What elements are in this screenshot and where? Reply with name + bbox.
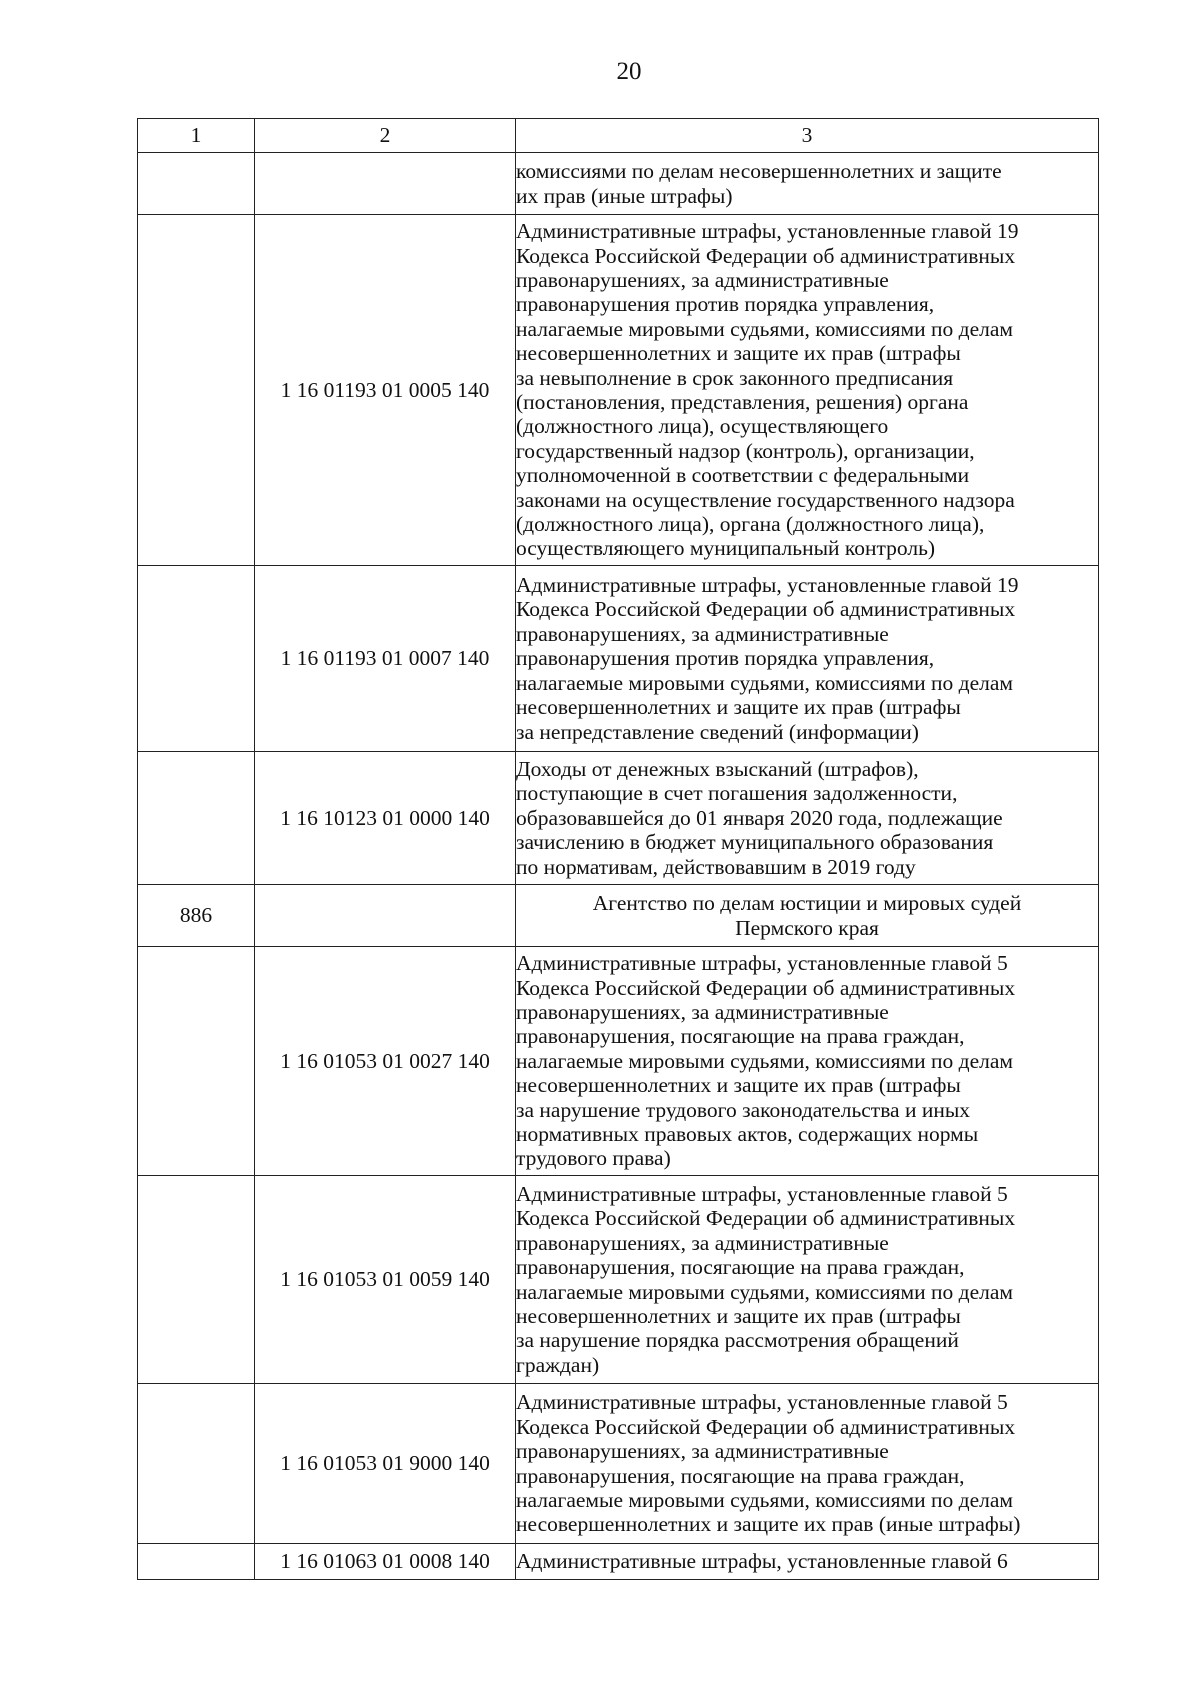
description-line: нормативных правовых актов, содержащих нормы bbox=[516, 1122, 979, 1147]
column-header-3: 3 bbox=[516, 119, 1099, 153]
admin-code-cell bbox=[138, 1384, 255, 1544]
description-line: правонарушениях, за административные bbox=[516, 1439, 889, 1464]
admin-code-cell bbox=[138, 153, 255, 215]
description-line: граждан) bbox=[516, 1352, 600, 1377]
admin-code-cell bbox=[138, 1544, 255, 1580]
description-line: правонарушения, посягающие на права граждан, bbox=[516, 1024, 965, 1049]
description-line: их прав (иные штрафы) bbox=[516, 183, 733, 208]
description-cell bbox=[516, 885, 1099, 947]
description-line: за непредставление сведений (информации) bbox=[516, 719, 919, 744]
table-row bbox=[138, 566, 1099, 752]
description-line: за невыполнение в срок законного предписания bbox=[516, 365, 954, 390]
description-cell bbox=[516, 1544, 1099, 1580]
budget-code-cell: 1 16 01053 01 9000 140 bbox=[255, 1384, 516, 1544]
budget-code-cell: 1 16 01063 01 0008 140 bbox=[255, 1544, 516, 1580]
description-line: налагаемые мировыми судьями, комиссиями по делам bbox=[516, 316, 1013, 341]
admin-code-cell bbox=[138, 947, 255, 1176]
description-line: правонарушения против порядка управления, bbox=[516, 292, 935, 317]
description-cell bbox=[516, 752, 1099, 885]
description-line: зачислению в бюджет муниципального образования bbox=[516, 830, 994, 855]
budget-code-cell: 1 16 01053 01 0059 140 bbox=[255, 1176, 516, 1384]
description-cell bbox=[516, 947, 1099, 1176]
description-cell bbox=[516, 153, 1099, 215]
column-header-1: 1 bbox=[138, 119, 255, 153]
admin-code-cell bbox=[138, 752, 255, 885]
description-line: осуществляющего муниципальный контроль) bbox=[516, 536, 936, 561]
description-line: (постановления, представления, решения) органа bbox=[516, 390, 969, 414]
table-row bbox=[138, 215, 1099, 566]
description-line: правонарушениях, за административные bbox=[516, 621, 889, 646]
description-line: Административные штрафы, установленные главой 6 bbox=[516, 1549, 1008, 1574]
description-line: Пермского края bbox=[735, 915, 879, 940]
description-line: правонарушениях, за административные bbox=[516, 999, 889, 1024]
table-row bbox=[138, 1384, 1099, 1544]
description-line: несовершеннолетних и защите их прав (штрафы bbox=[516, 1073, 961, 1098]
page-number: 20 bbox=[616, 58, 642, 85]
column-header-2: 2 bbox=[255, 119, 516, 153]
description-cell bbox=[516, 566, 1099, 752]
admin-code-cell: 886 bbox=[138, 885, 255, 947]
budget-code-cell: 1 16 01053 01 0027 140 bbox=[255, 947, 516, 1176]
description-line: комиссиями по делам несовершеннолетних и защите bbox=[516, 159, 1002, 184]
description-line: налагаемые мировыми судьями, комиссиями по делам bbox=[516, 670, 1013, 695]
description-cell bbox=[516, 1384, 1099, 1544]
description-line: несовершеннолетних и защите их прав (иные штрафы) bbox=[516, 1512, 1021, 1537]
description-line: уполномоченной в соответствии с федеральными bbox=[516, 463, 970, 488]
description-line: Кодекса Российской Федерации об административных bbox=[516, 597, 1016, 622]
admin-code-cell bbox=[138, 1176, 255, 1384]
budget-code-cell: 1 16 01193 01 0005 140 bbox=[255, 215, 516, 566]
description-line: Административные штрафы, установленные главой 5 bbox=[516, 1181, 1008, 1206]
description-line: правонарушения, посягающие на права граждан, bbox=[516, 1255, 965, 1280]
budget-code-cell bbox=[255, 153, 516, 215]
description-line: правонарушениях, за административные bbox=[516, 267, 889, 292]
description-line: за нарушение трудового законодательства и иных bbox=[516, 1097, 971, 1122]
admin-code-cell bbox=[138, 215, 255, 566]
description-line: государственный надзор (контроль), организации, bbox=[516, 438, 975, 463]
description-line: законами на осуществление государственного надзора bbox=[516, 487, 1015, 512]
description-cell bbox=[516, 215, 1099, 566]
table-body bbox=[138, 119, 1099, 1580]
description-line: (должностного лица), осуществляющего bbox=[516, 414, 889, 439]
description-line: трудового права) bbox=[516, 1146, 671, 1171]
description-line: Кодекса Российской Федерации об административных bbox=[516, 1414, 1016, 1439]
budget-code-cell bbox=[255, 885, 516, 947]
table-header-row bbox=[138, 119, 1099, 153]
description-cell bbox=[516, 1176, 1099, 1384]
table-row bbox=[138, 885, 1099, 947]
description-line: Агентство по делам юстиции и мировых судей bbox=[592, 891, 1022, 916]
description-line: Административные штрафы, установленные главой 19 bbox=[516, 219, 1019, 244]
table-row bbox=[138, 153, 1099, 215]
description-line: налагаемые мировыми судьями, комиссиями по делам bbox=[516, 1487, 1013, 1512]
description-line: Административные штрафы, установленные главой 5 bbox=[516, 1390, 1008, 1415]
description-line: Административные штрафы, установленные главой 19 bbox=[516, 573, 1019, 598]
description-line: налагаемые мировыми судьями, комиссиями по делам bbox=[516, 1279, 1013, 1304]
description-line: образовавшейся до 01 января 2020 года, подлежащие bbox=[516, 805, 1003, 830]
description-line: Доходы от денежных взысканий (штрафов), bbox=[516, 756, 919, 781]
description-line: за нарушение порядка рассмотрения обращений bbox=[516, 1328, 959, 1353]
budget-code-cell: 1 16 10123 01 0000 140 bbox=[255, 752, 516, 885]
table-row bbox=[138, 1544, 1099, 1580]
description-line: Кодекса Российской Федерации об административных bbox=[516, 1206, 1016, 1231]
budget-code-cell: 1 16 01193 01 0007 140 bbox=[255, 566, 516, 752]
description-line: Кодекса Российской Федерации об административных bbox=[516, 243, 1016, 268]
description-line: правонарушениях, за административные bbox=[516, 1230, 889, 1255]
admin-code-cell bbox=[138, 566, 255, 752]
description-line: несовершеннолетних и защите их прав (штрафы bbox=[516, 1303, 961, 1328]
description-line: Кодекса Российской Федерации об административных bbox=[516, 975, 1016, 1000]
description-line: налагаемые мировыми судьями, комиссиями по делам bbox=[516, 1048, 1013, 1073]
table-row bbox=[138, 947, 1099, 1176]
table-row bbox=[138, 1176, 1099, 1384]
description-line: несовершеннолетних и защите их прав (штрафы bbox=[516, 695, 961, 720]
description-line: (должностного лица), органа (должностного лица), bbox=[516, 512, 985, 537]
description-line: несовершеннолетних и защите их прав (штрафы bbox=[516, 341, 961, 366]
description-line: правонарушения против порядка управления, bbox=[516, 646, 935, 671]
description-line: Административные штрафы, установленные главой 5 bbox=[516, 951, 1008, 976]
description-line: поступающие в счет погашения задолженности, bbox=[516, 781, 958, 806]
table-row bbox=[138, 752, 1099, 885]
description-line: по нормативам, действовавшим в 2019 году bbox=[516, 854, 916, 879]
description-line: правонарушения, посягающие на права граждан, bbox=[516, 1463, 965, 1488]
revenue-codes-table bbox=[137, 118, 1099, 1580]
